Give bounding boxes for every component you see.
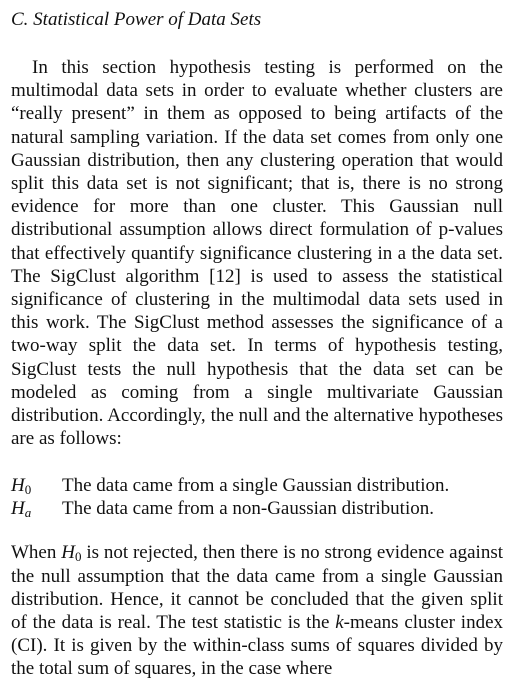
body-paragraph-conclusion: When H0 is not rejected, then there is no strong evidence against the null assumption that the data came from a single Gaussian distribution. Hence, it cannot be concluded that the given split of the data is real. The test statistic is the k-means cluster index (CI). It is given by the within-class sums of squares divided by the total sum of squares, in the case where [11, 542, 504, 680]
hypothesis-null-symbol: $H_0$ [11, 475, 32, 498]
hypothesis-null [11, 474, 503, 497]
hypothesis-alternative-text: The data came from a non-Gaussian distribution. [62, 498, 434, 520]
section-heading: C. Statistical Power of Data Sets [11, 9, 262, 30]
hypotheses-list [11, 474, 503, 520]
hypothesis-alternative [11, 497, 503, 520]
body-paragraph-intro: In this section hypothesis testing is performed on the multimodal data sets in order to evaluate whether clusters are “really present” in them as opposed to being artifacts of the natural sampling variation. If the data set comes from only one Gaussian distribution, then any clustering operation that would split this data set is not significant; that is, there is no strong evidence for more than one cluster. This Gaussian null distributional assumption allows direct formulation of p-values that effectively quantify significance clustering in a the data set. The SigClust algorithm [12] is used to assess the statistical significance of clustering in the multimodal data sets used in this work. The SigClust method assesses the significance of a two-way split the data set. In terms of hypothesis testing, SigClust tests the null hypothesis that the data set can be modeled as coming from a single multivariate Gaussian distribution. Accordingly, the null and the alternative hypotheses are as follows: [11, 57, 503, 450]
hypothesis-alternative-symbol: $H_a$ [11, 498, 32, 521]
paper-page [11, 0, 503, 681]
hypothesis-null-text: The data came from a single Gaussian distribution. [62, 475, 450, 497]
